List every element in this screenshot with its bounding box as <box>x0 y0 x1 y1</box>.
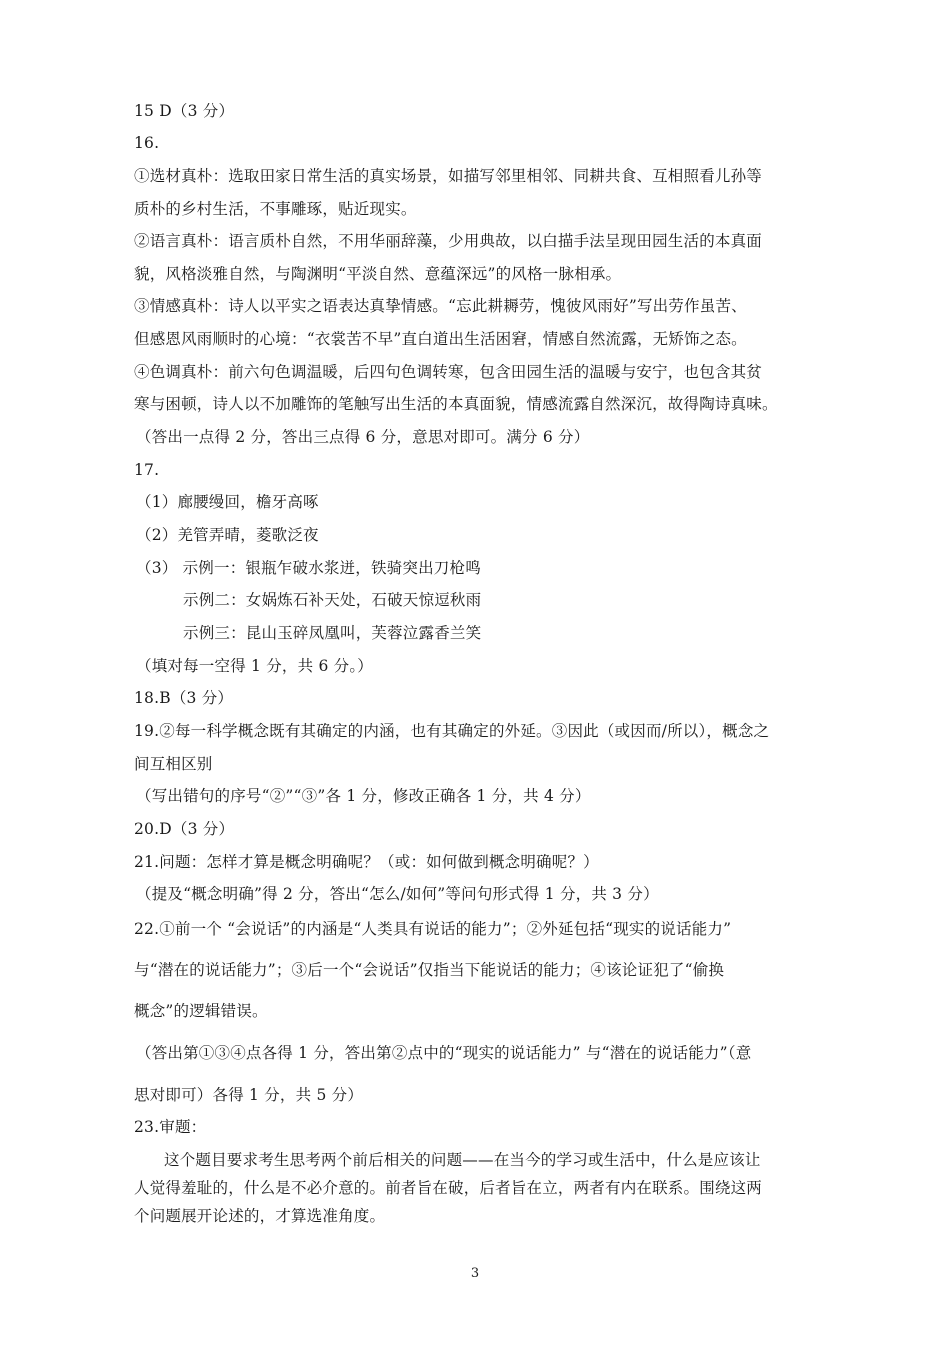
answer-19-line-2: 间互相区别 <box>134 755 213 773</box>
answer-17-part-3-example-1: （3） 示例一：银瓶乍破水浆迸，铁骑突出刀枪鸣 <box>136 559 481 577</box>
answer-17-scoring-note: （填对每一空得 1 分，共 6 分。） <box>136 657 373 675</box>
answer-23-paragraph-line-3: 个问题展开论述的，才算选准角度。 <box>134 1207 386 1225</box>
answer-16-point-4-line-2: 寒与困顿，诗人以不加雕饰的笔触写出生活的本真面貌，情感流露自然深沉，故得陶诗真味。 <box>134 395 778 413</box>
answer-17-part-3-example-3: 示例三：昆山玉碎凤凰叫，芙蓉泣露香兰笑 <box>183 624 482 642</box>
answer-17-part-3-example-2: 示例二：女娲炼石补天处，石破天惊逗秋雨 <box>183 591 482 609</box>
answer-16-point-2-line-1: ②语言真朴：语言质朴自然，不用华丽辞藻，少用典故，以白描手法呈现田园生活的本真面 <box>134 232 763 250</box>
answer-22-line-1: 22.①前一个 “会说话”的内涵是“人类具有说话的能力”；②外延包括“现实的说话能力” <box>134 920 732 938</box>
answer-17-part-2: （2）羌管弄晴，菱歌泛夜 <box>136 526 319 544</box>
answer-16-point-4-line-1: ④色调真朴：前六句色调温暖，后四句色调转寒，包含田园生活的温暖与安宁，也包含其贫 <box>134 363 763 381</box>
answer-22-line-2: 与“潜在的说话能力”；③后一个“会说话”仅指当下能说话的能力；④该论证犯了“偷换 <box>134 961 725 979</box>
answer-20: 20.D（3 分） <box>134 820 235 838</box>
answer-23-paragraph-line-2: 人觉得羞耻的，什么是不必介意的。前者旨在破，后者旨在立，两者有内在联系。围绕这两 <box>134 1179 763 1197</box>
answer-19-scoring-note: （写出错句的序号“②”“③”各 1 分，修改正确各 1 分，共 4 分） <box>136 787 591 805</box>
answer-22-scoring-note-line-1: （答出第①③④点各得 1 分，答出第②点中的“现实的说话能力” 与“潜在的说话能力”（意 <box>136 1044 752 1062</box>
answer-17-part-1: （1）廊腰缦回，檐牙高啄 <box>136 493 319 511</box>
answer-16-scoring-note: （答出一点得 2 分，答出三点得 6 分，意思对即可。满分 6 分） <box>136 428 590 446</box>
answer-16-point-3-line-1: ③情感真朴：诗人以平实之语表达真挚情感。“忘此耕耨劳，愧彼风雨好”写出劳作虽苦、 <box>134 297 747 315</box>
question-23-heading: 23.审题： <box>134 1118 207 1136</box>
answer-16-point-1-line-1: ①选材真朴：选取田家日常生活的真实场景，如描写邻里相邻、同耕共食、互相照看儿孙等 <box>134 167 763 185</box>
answer-22-scoring-note-line-2: 思对即可）各得 1 分，共 5 分） <box>134 1086 364 1104</box>
page-number: 3 <box>470 1266 480 1281</box>
answer-21-scoring-note: （提及“概念明确”得 2 分，答出“怎么/如何”等问句形式得 1 分，共 3 分） <box>136 885 659 903</box>
answer-18: 18.B（3 分） <box>134 689 234 707</box>
answer-16-point-3-line-2: 但感恩风雨顺时的心境：“衣裳苦不早”直白道出生活困窘，情感自然流露，无矫饰之态。 <box>134 330 747 348</box>
answer-23-paragraph-line-1: 这个题目要求考生思考两个前后相关的问题——在当今的学习或生活中，什么是应该让 <box>164 1151 761 1169</box>
question-17-number: 17. <box>134 461 160 479</box>
answer-22-line-3: 概念”的逻辑错误。 <box>134 1002 268 1020</box>
answer-19-line-1: 19.②每一科学概念既有其确定的内涵，也有其确定的外延。③因此（或因而/所以），概念之 <box>134 722 770 740</box>
answer-15: 15 D（3 分） <box>134 102 235 120</box>
answer-16-point-1-line-2: 质朴的乡村生活，不事雕琢，贴近现实。 <box>134 200 417 218</box>
answer-16-point-2-line-2: 貌，风格淡雅自然，与陶渊明“平淡自然、意蕴深远”的风格一脉相承。 <box>134 265 622 283</box>
answer-21: 21.问题：怎样才算是概念明确呢？（或：如何做到概念明确呢？） <box>134 853 599 871</box>
question-16-number: 16. <box>134 134 160 152</box>
